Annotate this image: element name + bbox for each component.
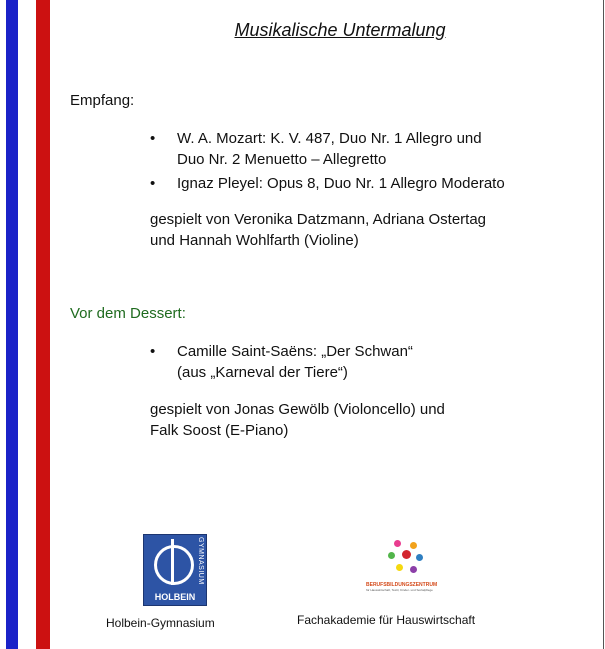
flag-stripe-blue — [6, 0, 18, 649]
dessert-program-list — [150, 341, 413, 386]
section-label-reception: Empfang: — [70, 92, 135, 109]
reception-performers — [150, 209, 550, 251]
flag-stripe-white — [18, 0, 36, 649]
performers-line: gespielt von Veronika Datzmann, Adriana Ostertag — [150, 211, 487, 228]
logo-dot — [388, 552, 395, 559]
list-item — [150, 341, 413, 383]
berufsbildungszentrum-subtext: für Hauswirtschaft, Textil, Kinder- und Sozialpflege — [366, 588, 433, 592]
logo-dot — [396, 564, 403, 571]
performers-line: Falk Soost (E-Piano) — [150, 422, 289, 439]
list-item — [150, 128, 505, 170]
list-item-line: Duo Nr. 2 Menuetto – Allegretto — [177, 151, 387, 168]
logo-dot — [416, 554, 423, 561]
flag-stripe-red — [36, 0, 50, 649]
holbein-caption: Holbein-Gymnasium — [106, 616, 215, 630]
logo-circle-shape — [154, 545, 194, 585]
reception-program-list — [150, 128, 505, 197]
logo-dot — [394, 540, 401, 547]
fachakademie-caption: Fachakademie für Hauswirtschaft — [297, 613, 476, 627]
logo-bottom-text: HOLBEIN — [154, 592, 196, 602]
list-item-line: W. A. Mozart: K. V. 487, Duo Nr. 1 Allegro und — [177, 130, 482, 147]
page-border — [603, 0, 604, 649]
berufsbildungszentrum-text: BERUFSBILDUNGSZENTRUM — [366, 582, 438, 588]
logo-dot — [410, 566, 417, 573]
dessert-performers — [150, 399, 550, 441]
list-item — [150, 173, 505, 194]
logo-dot — [410, 542, 417, 549]
holbein-gymnasium-logo — [143, 534, 207, 606]
page-title: Musikalische Untermalung — [234, 20, 446, 40]
list-item-line: Ignaz Pleyel: Opus 8, Duo Nr. 1 Allegro Moderato — [177, 175, 505, 192]
logo-bar-shape — [171, 539, 174, 585]
list-item-line: (aus „Karneval der Tiere“) — [177, 364, 348, 381]
logo-side-text: GYMNASIUM — [197, 537, 204, 585]
logo-dot — [402, 550, 411, 559]
list-item-line: Camille Saint-Saëns: „Der Schwan“ — [177, 343, 413, 360]
performers-line: und Hannah Wohlfarth (Violine) — [150, 232, 359, 249]
performers-line: gespielt von Jonas Gewölb (Violoncello) und — [150, 401, 445, 418]
section-label-dessert: Vor dem Dessert: — [70, 305, 186, 322]
